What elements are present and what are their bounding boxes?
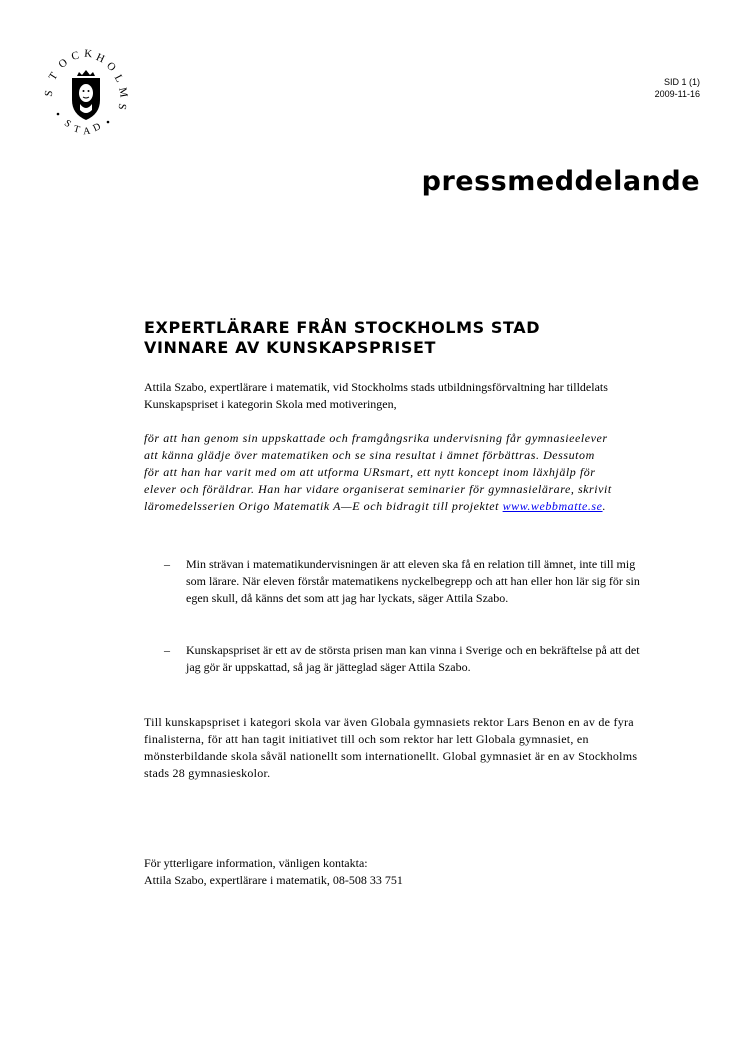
svg-text:S: S: [115, 102, 129, 111]
quote-paragraph: [144, 430, 614, 515]
svg-text:O: O: [104, 59, 119, 74]
contact-line-1: För ytterligare information, vänligen kontakta:: [144, 856, 368, 870]
bullet-dash: –: [164, 557, 170, 571]
svg-text:D: D: [91, 121, 103, 135]
svg-text:S: S: [42, 89, 56, 98]
svg-text:S: S: [62, 117, 73, 131]
contact-info: [144, 855, 664, 889]
svg-text:M: M: [116, 86, 130, 99]
svg-text:T: T: [46, 70, 61, 83]
webbmatte-link[interactable]: www.webbmatte.se: [502, 499, 603, 513]
svg-text:C: C: [70, 49, 81, 63]
contact-line-2: Attila Szabo, expertlärare i matematik, 08-508 33 751: [144, 873, 403, 887]
stockholms-stad-logo: [36, 46, 132, 142]
quote-end: .: [602, 499, 607, 513]
svg-text:L: L: [111, 72, 126, 85]
svg-text:A: A: [82, 125, 91, 138]
svg-text:T: T: [72, 123, 82, 136]
bullet-text-2: Kunskapspriset är ett av de största prisen man kan vinna i Sverige och en bekräftelse på att det jag gör är uppskattad, så jag är jätteglad säger Attila Szabo.: [186, 643, 640, 674]
bullet-text-1: Min strävan i matematikundervisningen är att eleven ska få en relation till ämnet, inte till mig som lärare. När eleven förstår matematikens nyckelbegrepp och att han eller hon lär sig för sin egen skull, då känns det som att jag har lyckats, säger Attila Szabo.: [186, 557, 640, 605]
document-date: 2009-11-16: [654, 89, 700, 99]
quote-bullet-1: [164, 556, 644, 607]
page-number: SID 1 (1): [663, 77, 700, 87]
intro-paragraph: Attila Szabo, expertlärare i matematik, vid Stockholms stads utbildningsförvaltning har tilldelats Kunskapspriset i kategorin Skola med motiveringen,: [144, 380, 608, 411]
quote-text: för att han genom sin uppskattade och framgångsrika undervisning får gymnasieelever att känna glädje över matematiken och se sina resultat i ämnet förbättras. Dessutom för att han har varit med om att utforma URsmart, ett nytt koncept inom läxhjälp för elever och föräldrar. Han har vidare organiserat seminarier för gymnasielärare, skrivit läromedelsserien Origo Matematik A—E och bidragit till projektet: [144, 431, 612, 513]
document-type-title: pressmeddelande: [421, 166, 700, 197]
headline-line-1: EXPERTLÄRARE FRÅN STOCKHOLMS STAD: [144, 318, 541, 337]
headline-line-2: VINNARE AV KUNSKAPSPRISET: [144, 338, 436, 357]
headline: [144, 318, 540, 358]
bullet-dash: –: [164, 643, 170, 657]
svg-text:K: K: [83, 47, 93, 61]
page-meta: [655, 76, 700, 100]
svg-text:O: O: [56, 56, 70, 71]
finalist-paragraph: Till kunskapspriset i kategori skola var även Globala gymnasiets rektor Lars Benon en av de fyra finalisterna, för att han tagit initiativet till och som rektor har lett Globala gymnasiet, en mönsterbildande skola såväl nationellt som internationellt. Global gymnasiet är en av Stockholms stads 28 gymnasieskolor.: [144, 715, 638, 780]
quote-bullet-2: [164, 642, 644, 676]
svg-text:H: H: [94, 51, 107, 66]
stockholm-crest-icon: [36, 46, 132, 142]
